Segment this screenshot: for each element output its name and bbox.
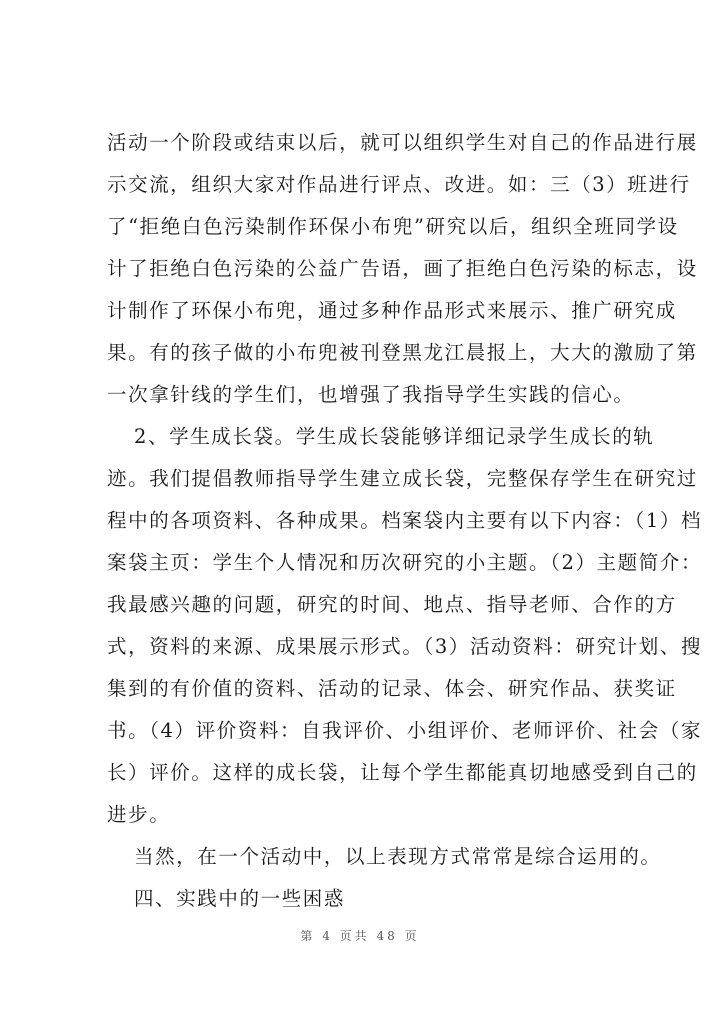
text-line: 式，资料的来源、成果展示形式。（3）活动资料：研究计划、搜 [107, 635, 703, 658]
text-line: 集到的有价值的资料、活动的记录、体会、研究作品、获奖证 [107, 677, 677, 700]
text-line: 长）评价。这样的成长袋，让每个学生都能真切地感受到自己的 [107, 761, 698, 784]
text-line: 我最感兴趣的问题，研究的时间、地点、指导老师、合作的方 [107, 593, 677, 616]
text-line: 程中的各项资料、各种成果。档案袋内主要有以下内容：（1）档 [107, 509, 703, 532]
text-line: 书。（4）评价资料：自我评价、小组评价、老师评价、社会（家 [107, 719, 703, 742]
text-line: 计制作了环保小布兜，通过多种作品形式来展示、推广研究成 [107, 299, 677, 322]
text-line: 示交流，组织大家对作品进行评点、改进。如：三（3）班进行 [107, 173, 691, 196]
text-line: 活动一个阶段或结束以后，就可以组织学生对自己的作品进行展 [107, 131, 698, 154]
paragraph-start-line: 当然，在一个活动中，以上表现方式常常是综合运用的。 [134, 845, 662, 868]
section-heading: 四、实践中的一些困惑 [134, 887, 346, 910]
text-line: 计了拒绝白色污染的公益广告语，画了拒绝白色污染的标志，设 [107, 257, 698, 280]
text-line: 了“拒绝白色污染制作环保小布兜”研究以后，组织全班同学设 [107, 215, 679, 238]
text-line: 迹。我们提倡教师指导学生建立成长袋，完整保存学生在研究过 [107, 467, 698, 490]
text-line: 案袋主页：学生个人情况和历次研究的小主题。（2）主题简介： [107, 551, 703, 574]
page-number-footer: 第 4 页共 48 页 [300, 929, 420, 943]
paragraph-start-line: 2、学生成长袋。学生成长袋能够详细记录学生成长的轨 [134, 425, 655, 448]
text-line: 进步。 [107, 803, 171, 826]
text-line: 果。有的孩子做的小布兜被刊登黑龙江晨报上，大大的激励了第 [107, 341, 698, 364]
text-line: 一次拿针线的学生们，也增强了我指导学生实践的信心。 [107, 383, 635, 406]
